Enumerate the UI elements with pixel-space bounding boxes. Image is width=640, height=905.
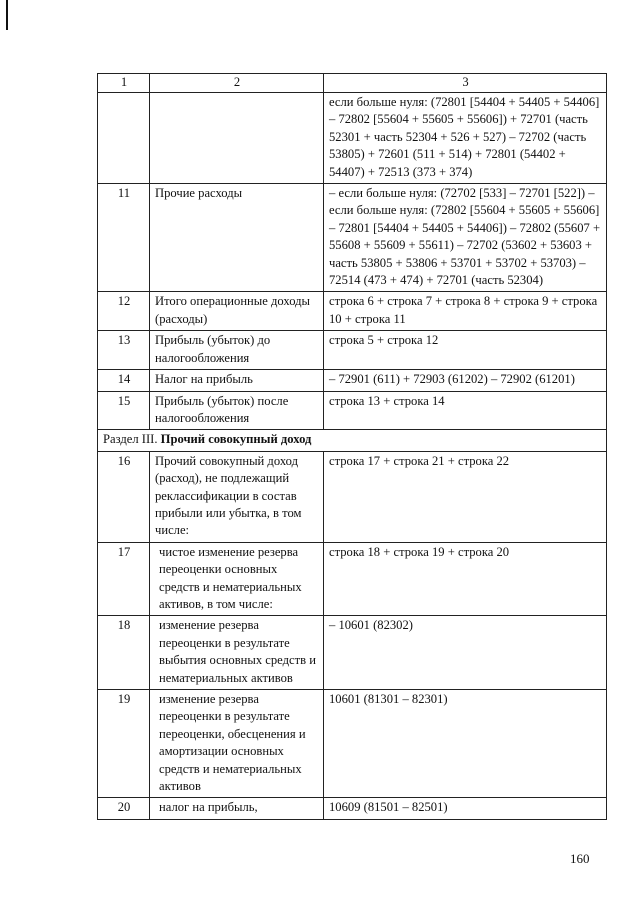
table-row (98, 451, 607, 542)
row-formula: строка 17 + строка 21 + строка 22 (324, 451, 607, 542)
section-title: Прочий совокупный доход (160, 432, 312, 447)
row-name: Прибыль (убыток) до налогообложения (150, 331, 324, 370)
margin-mark (6, 0, 8, 30)
report-table (97, 73, 607, 820)
table-row (98, 93, 607, 184)
column-header-3: 3 (324, 74, 607, 93)
row-formula: если больше нуля: (72801 [54404 + 54405 + 54406] – 72802 [55604 + 55605 + 55606]) + 72701 (часть 52301 + часть 52304 + 526 + 527) – 72702 (часть 53805) + 72601 (511 + 514) + 72801 (54402 + 54407) + 72513 (373 + 374) (324, 93, 607, 184)
row-formula: строка 6 + строка 7 + строка 8 + строка 9 + строка 10 + строка 11 (324, 292, 607, 331)
row-formula: – 72901 (611) + 72903 (61202) – 72902 (61201) (324, 370, 607, 391)
section-prefix: Раздел III. (103, 432, 158, 447)
table-row (98, 331, 607, 370)
row-name: Налог на прибыль (150, 370, 324, 391)
row-formula: строка 13 + строка 14 (324, 391, 607, 430)
row-number (98, 93, 150, 184)
table-row (98, 690, 607, 798)
row-name: Прибыль (убыток) после налогообложения (150, 391, 324, 430)
column-header-1: 1 (98, 74, 150, 93)
row-number: 14 (98, 370, 150, 391)
row-name: чистое изменение резерва переоценки основных средств и нематериальных активов, в том числе: (150, 542, 324, 616)
table-row (98, 391, 607, 430)
row-name: Прочие расходы (150, 184, 324, 292)
row-formula: – если больше нуля: (72702 [533] – 72701 [522]) – если больше нуля: (72802 [55604 + 55605 + 55606] – 72801 [54404 + 54405 + 54406]) – 72802 (55607 + 55608 + 55609 + 55611) – 72702 (53602 + 53603 + часть 53805 + 53806 + 53701 + 53702 + 53703) – 72514 (473 + 474) + 72701 (часть 52304) (324, 184, 607, 292)
column-header-2: 2 (150, 74, 324, 93)
row-name: Прочий совокупный доход (расход), не подлежащий реклассификации в состав прибыли или убытка, в том числе: (150, 451, 324, 542)
row-formula: строка 18 + строка 19 + строка 20 (324, 542, 607, 616)
section-row (98, 430, 607, 451)
row-name: изменение резерва переоценки в результате выбытия основных средств и нематериальных активов (150, 616, 324, 690)
row-name (150, 93, 324, 184)
row-formula: 10601 (81301 – 82301) (324, 690, 607, 798)
row-formula: – 10601 (82302) (324, 616, 607, 690)
row-number: 19 (98, 690, 150, 798)
table-row (98, 292, 607, 331)
row-number: 15 (98, 391, 150, 430)
row-number: 17 (98, 542, 150, 616)
row-number: 11 (98, 184, 150, 292)
table-row (98, 542, 607, 616)
row-formula: строка 5 + строка 12 (324, 331, 607, 370)
row-name: Итого операционные доходы (расходы) (150, 292, 324, 331)
section-heading (98, 430, 607, 451)
table-header-row (98, 74, 607, 93)
table-row (98, 798, 607, 819)
page-number: 160 (570, 851, 590, 866)
row-number: 18 (98, 616, 150, 690)
row-number: 16 (98, 451, 150, 542)
table-row (98, 616, 607, 690)
table-row (98, 370, 607, 391)
row-number: 13 (98, 331, 150, 370)
table-row (98, 184, 607, 292)
row-number: 12 (98, 292, 150, 331)
row-name: изменение резерва переоценки в результате переоценки, обесценения и амортизации основных средств и нематериальных активов (150, 690, 324, 798)
row-number: 20 (98, 798, 150, 819)
row-name: налог на прибыль, (150, 798, 324, 819)
row-formula: 10609 (81501 – 82501) (324, 798, 607, 819)
